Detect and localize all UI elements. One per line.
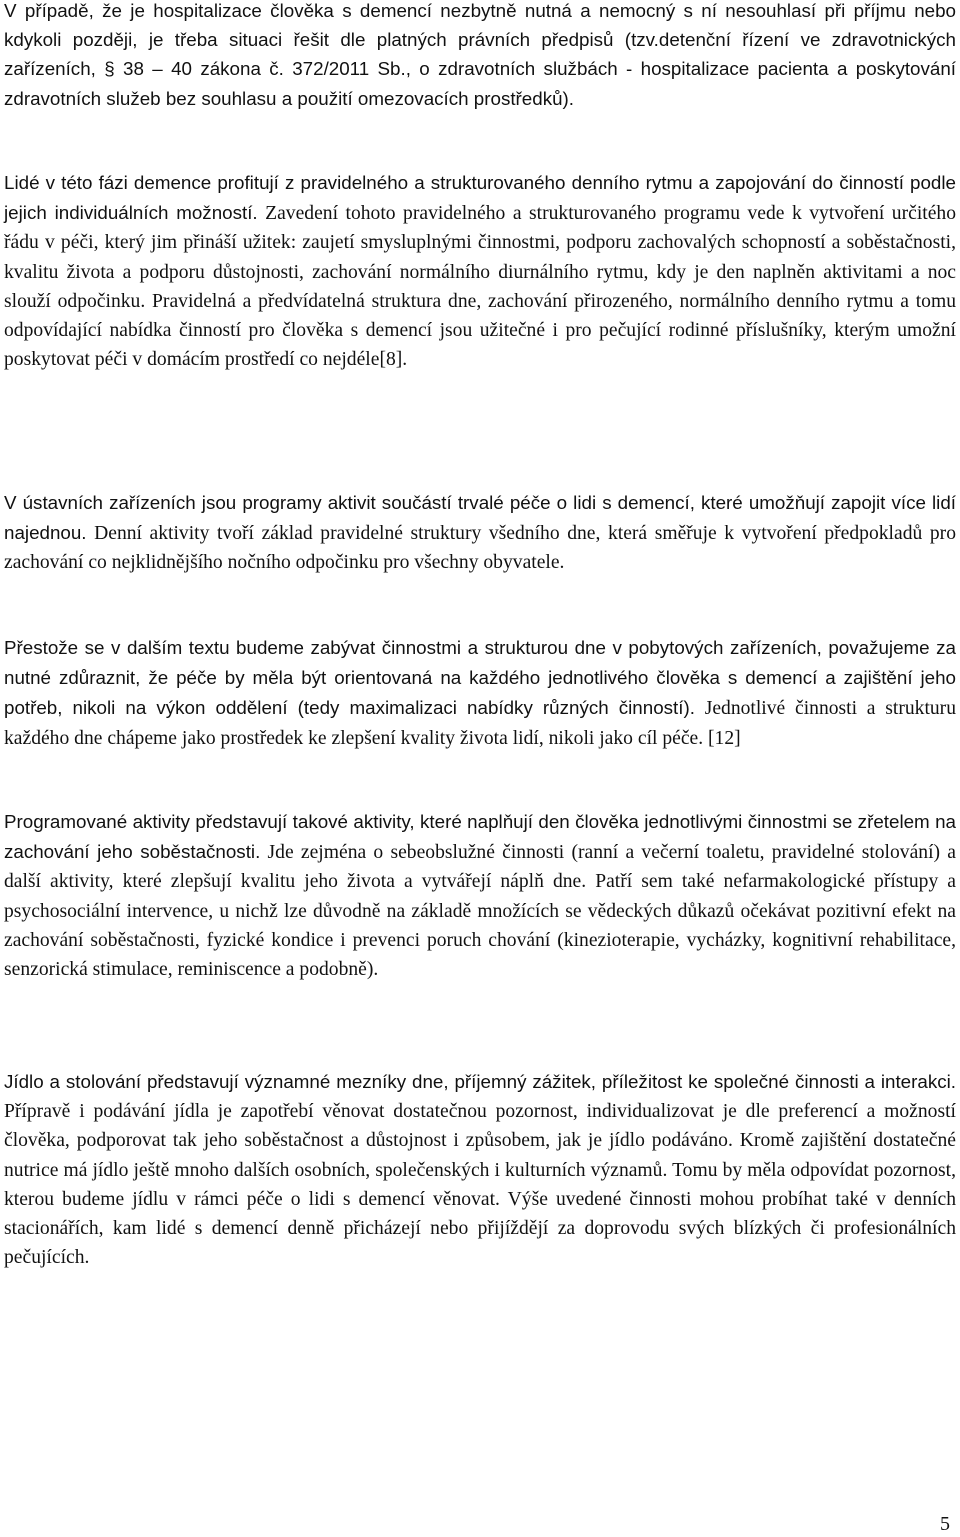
paragraph-hospitalization [4, 0, 956, 113]
paragraph-text-continued: Zavedení tohoto pravidelného a strukturovaného programu vede k vytvoření určitého řádu v péči, který jim přináší užitek: zaujetí smysluplnými činnostmi, podporu zachovalých schopností a soběstačnosti, kvalitu života a podporu důstojnosti, zachování normálního diurnálního rytmu, kdy je den naplněn aktivitami a noc slouží odpočinku. Pravidelná a předvídatelná struktura dne, zachování přirozeného, normálního denního rytmu a tomu odpovídající nabídka činností pro člověka s demencí jsou užitečné i pro pečující rodinné příslušníky, kterým umožní poskytovat péči v domácím prostředí co nejdéle[8]. [4, 203, 956, 371]
paragraph-text-continued: Jednotlivé činnosti a strukturu každého dne chápeme jako prostředek ke zlepšení kvality života lidí, nikoli jako cíl péče. [12] [4, 698, 957, 749]
paragraph-meals [4, 1067, 956, 1272]
paragraph-text: Přestože se v dalším textu budeme zabývat činnostmi a strukturou dne v pobytových zařízeních, považujeme za nutné zdůraznit, že péče by měla být orientovaná na každého jednotlivého člověka s demencí a zajištění jeho potřeb, nikoli na výkon oddělení (tedy maximalizaci nabídky různých činností). [4, 637, 956, 719]
paragraph-programmed-activities [4, 807, 956, 984]
paragraph-institutional-programs [4, 488, 956, 578]
paragraph-text: V případě, že je hospitalizace člověka s demencí nezbytně nutná a nemocný s ní nesouhlasí při příjmu nebo kdykoli později, je třeba situaci řešit dle platných právních předpisů (tzv.detenční řízení ve zdravotnických zařízeních, § 38 – 40 zákona č. 372/2011 Sb., o zdravotních službách - hospitalizace pacienta a poskytování zdravotních služeb bez souhlasu a použití omezovacích prostředků). [4, 0, 956, 109]
paragraph-text: Jídlo a stolování představují významné mezníky dne, příjemný zážitek, příležitost ke společné činnosti a interakci. [4, 1071, 956, 1092]
document-page [4, 0, 956, 1537]
page-number: 5 [940, 1513, 950, 1535]
paragraph-text: Programované aktivity představují takové aktivity, které naplňují den člověka jednotlivými činnostmi se zřetelem na zachování jeho soběstačnosti. [4, 811, 956, 863]
paragraph-text: V ústavních zařízeních jsou programy aktivit součástí trvalé péče o lidi s demencí, které umožňují zapojit více lidí najednou. [4, 492, 956, 544]
paragraph-person-centered-care [4, 633, 956, 753]
paragraph-text: Lidé v této fázi demence profitují z pravidelného a strukturovaného denního rytmu a zapojování do činností podle jejich individuálních možností. [4, 172, 956, 224]
paragraph-text-continued: Přípravě i podávání jídla je zapotřebí věnovat dostatečnou pozornost, individualizovat je dle preferencí a možností člověka, podporovat tak jeho soběstačnost a důstojnost i způsobem, jak je jídlo podáváno. Kromě zajištění dostatečné nutrice má jídlo ještě mnoho dalších osobních, společenských i kulturních významů. Tomu by měla odpovídat pozornost, kterou budeme jídlu v rámci péče o lidi s demencí věnovat. Výše uvedené činnosti mohou probíhat také v denních stacionářích, kam lidé s demencí denně přicházejí nebo přijíždějí za doprovodu svých blízkých či profesionálních pečujících. [4, 1101, 956, 1269]
paragraph-text-continued: Denní aktivity tvoří základ pravidelné struktury všedního dne, která směřuje k vytvoření předpokladů pro zachování co nejklidnějšího nočního odpočinku pro všechny obyvatele. [4, 523, 956, 574]
paragraph-text-continued: Jde zejména o sebeobslužné činnosti (ranní a večerní toaletu, pravidelné stolování) a další aktivity, které zlepšují kvalitu jeho života a vytvářejí náplň dne. Patří sem také nefarmakologické přístupy a psychosociální intervence, u nichž lze důvodně na základě množících se vědeckých důkazů očekávat pozitivní efekt na zachování soběstačnosti, fyzické kondice i prevenci poruch chování (kinezioterapie, vycházky, kognitivní rehabilitace, senzorická stimulace, reminiscence a podobně). [4, 842, 956, 981]
paragraph-daily-rhythm [4, 168, 956, 374]
